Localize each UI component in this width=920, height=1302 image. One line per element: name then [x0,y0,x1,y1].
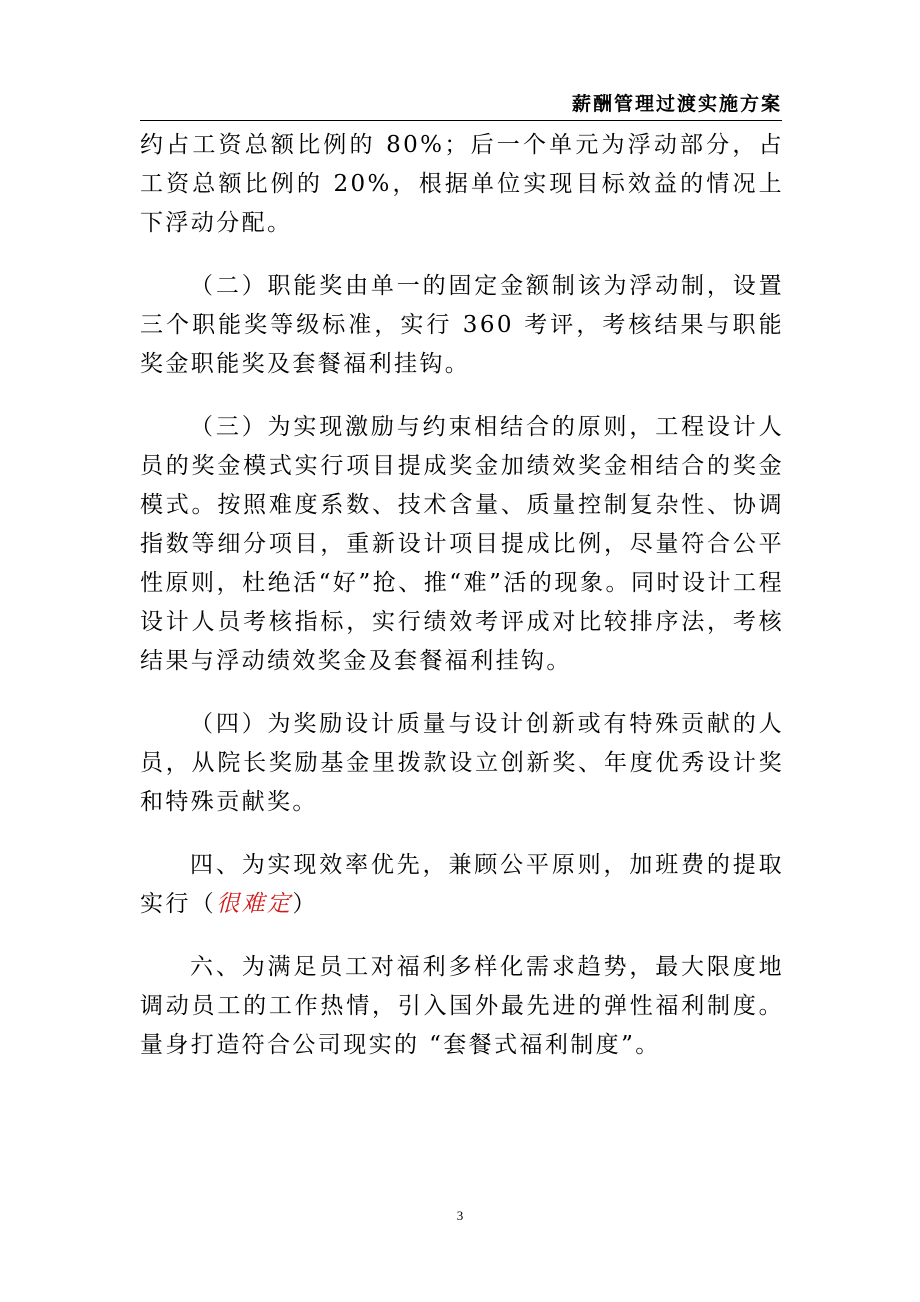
paragraph-item-4: （四）为奖励设计质量与设计创新或有特殊贡献的人员，从院长奖励基金里拨款设立创新奖、年度优秀设计奖和特殊贡献奖。 [140,711,784,815]
section-4-text: 四、为实现效率优先，兼顾公平原则，加班费的提取实行（ [140,852,784,917]
paragraph-item-3: （三）为实现激励与约束相结合的原则，工程设计人员的奖金模式实行项目提成奖金加绩效奖金相结合的奖金模式。按照难度系数、技术含量、质量控制复杂性、协调指数等细分项目，重新设计项目提成比例，尽量符合公平性原则，杜绝活“好”抢、推“难”活的现象。同时设计工程设计人员考核指标，实行绩效考评成对比较排序法，考核结果与浮动绩效奖金及套餐福利挂钩。 [140,414,784,674]
section-4-text-end: ） [292,891,318,917]
section-4-red-note: 很难定 [216,891,293,917]
paragraph-item-2: （二）职能奖由单一的固定金额制该为浮动制，设置三个职能奖等级标准，实行 360 考评，考核结果与职能奖金职能奖及套餐福利挂钩。 [140,273,784,377]
paragraph-continuation: 约占工资总额比例的 80%；后一个单元为浮动部分，占工资总额比例的 20%，根据单位实现目标效益的情况上下浮动分配。 [140,132,784,236]
paragraph-section-4 [140,846,784,924]
paragraph-section-6: 六、为满足员工对福利多样化需求趋势，最大限度地调动员工的工作热情，引入国外最先进的弹性福利制度。量身打造符合公司现实的 “套餐式福利制度”。 [140,954,784,1058]
document-body [140,126,784,1065]
page-header [140,90,782,121]
header-title: 薪酬管理过渡实施方案 [571,93,782,115]
page-number: 3 [456,1208,464,1223]
